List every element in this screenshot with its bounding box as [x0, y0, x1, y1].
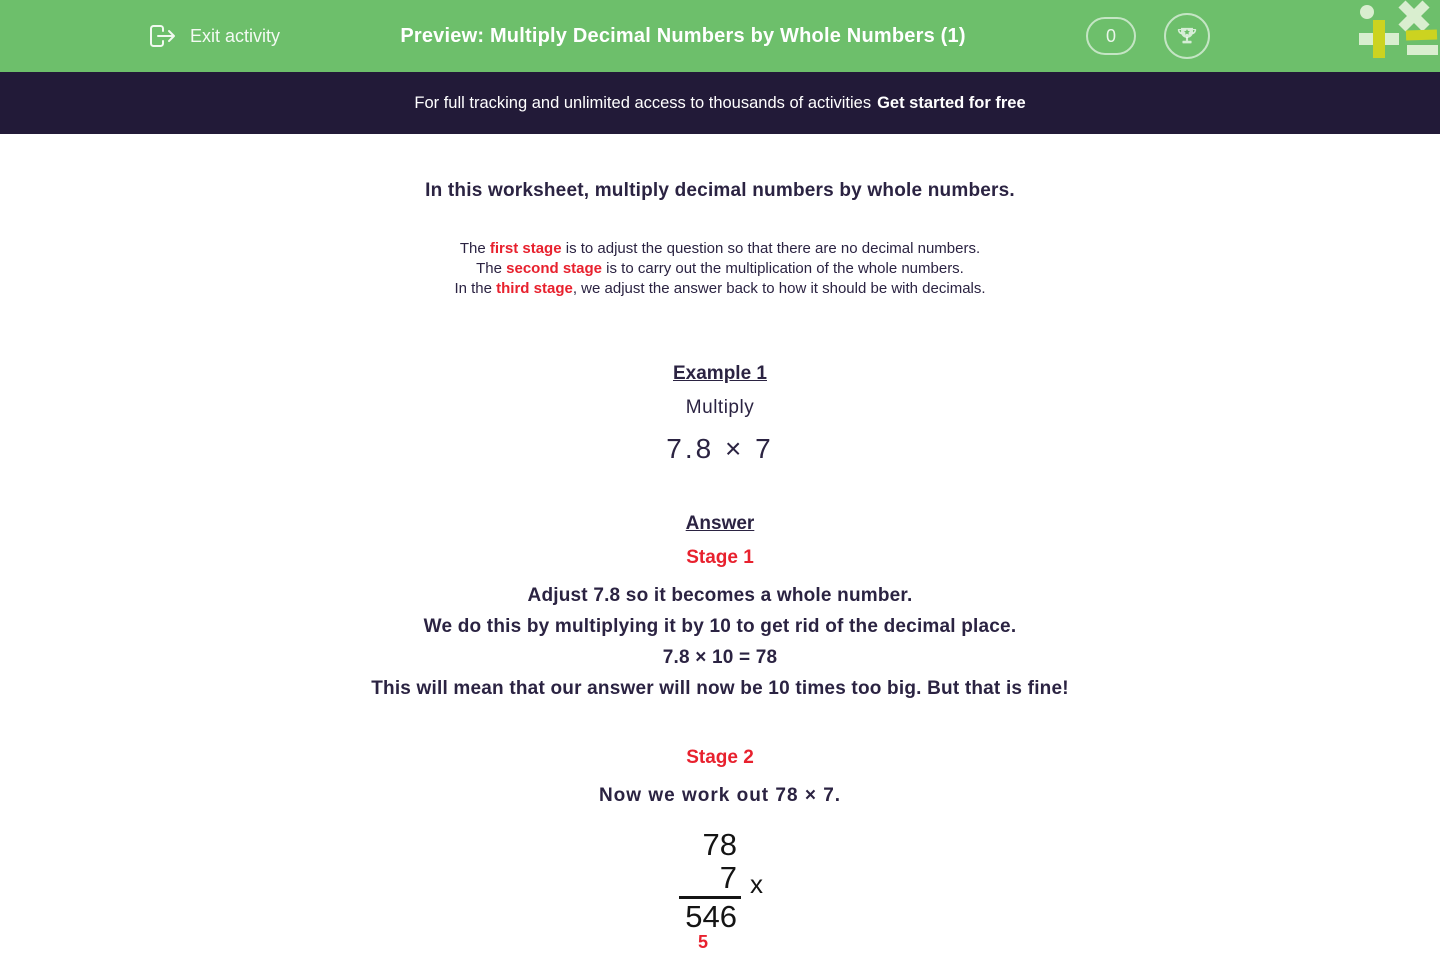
stage1-line: This will mean that our answer will now be 10 times too big. But that is fine!: [371, 678, 1069, 699]
answer-heading: Answer: [685, 513, 755, 534]
stage2-label: Stage 2: [686, 747, 754, 768]
stage-note-line: The first stage is to adjust the question so that there are no decimal numbers.: [459, 240, 981, 257]
activity-header: [0, 0, 1440, 72]
stage-note-line: In the third stage, we adjust the answer back to how it should be with decimals.: [454, 280, 986, 297]
exit-icon: [148, 23, 178, 49]
example-instruction: Multiply: [685, 397, 755, 418]
stage1-line: We do this by multiplying it by 10 to get rid of the decimal place.: [423, 616, 1017, 637]
worksheet-content: [0, 180, 1440, 952]
stage1-line: Adjust 7.8 so it becomes a whole number.: [527, 585, 913, 606]
stage2-line: Now we work out 78 × 7.: [598, 785, 842, 806]
carry-digit: 5: [698, 932, 709, 952]
stage1-line: 7.8 × 10 = 78: [662, 647, 778, 668]
promo-banner: [0, 72, 1440, 134]
exit-activity-label: Exit activity: [190, 25, 281, 46]
multiply-operator: x: [750, 869, 763, 899]
brand-logo-math-symbols: [1358, 2, 1438, 58]
trophy-button[interactable]: [1164, 13, 1210, 59]
trophy-icon: [1174, 23, 1200, 49]
get-started-link[interactable]: Get started for free: [877, 93, 1026, 112]
multiplicand: 78: [702, 827, 737, 862]
stage1-explanation: [0, 580, 1440, 704]
stage1-label: Stage 1: [686, 547, 754, 568]
exit-activity-button[interactable]: [148, 23, 280, 49]
logo-dot-icon: [1360, 5, 1374, 19]
logo-equals-icon: [1406, 28, 1438, 58]
stages-note: [0, 239, 1440, 299]
product: 546: [685, 899, 737, 934]
score-value: 0: [1105, 25, 1116, 46]
page-title: Preview: Multiply Decimal Numbers by Whole Numbers (1): [400, 24, 966, 47]
worksheet-intro: In this worksheet, multiply decimal numbers by whole numbers.: [425, 180, 1015, 201]
long-multiplication: [0, 827, 1440, 952]
third-stage-highlight: third stage: [496, 280, 573, 297]
second-stage-highlight: second stage: [506, 260, 603, 277]
score-badge: [1086, 17, 1136, 55]
promo-text: For full tracking and unlimited access to thousands of activities: [414, 93, 872, 112]
logo-plus-icon: [1358, 20, 1400, 58]
multiplier: 7: [719, 860, 737, 895]
example-expression: 7.8 × 7: [666, 433, 774, 464]
stage-note-line: The second stage is to carry out the multiplication of the whole numbers.: [476, 260, 964, 277]
example-heading: Example 1: [673, 363, 767, 384]
first-stage-highlight: first stage: [489, 240, 562, 257]
